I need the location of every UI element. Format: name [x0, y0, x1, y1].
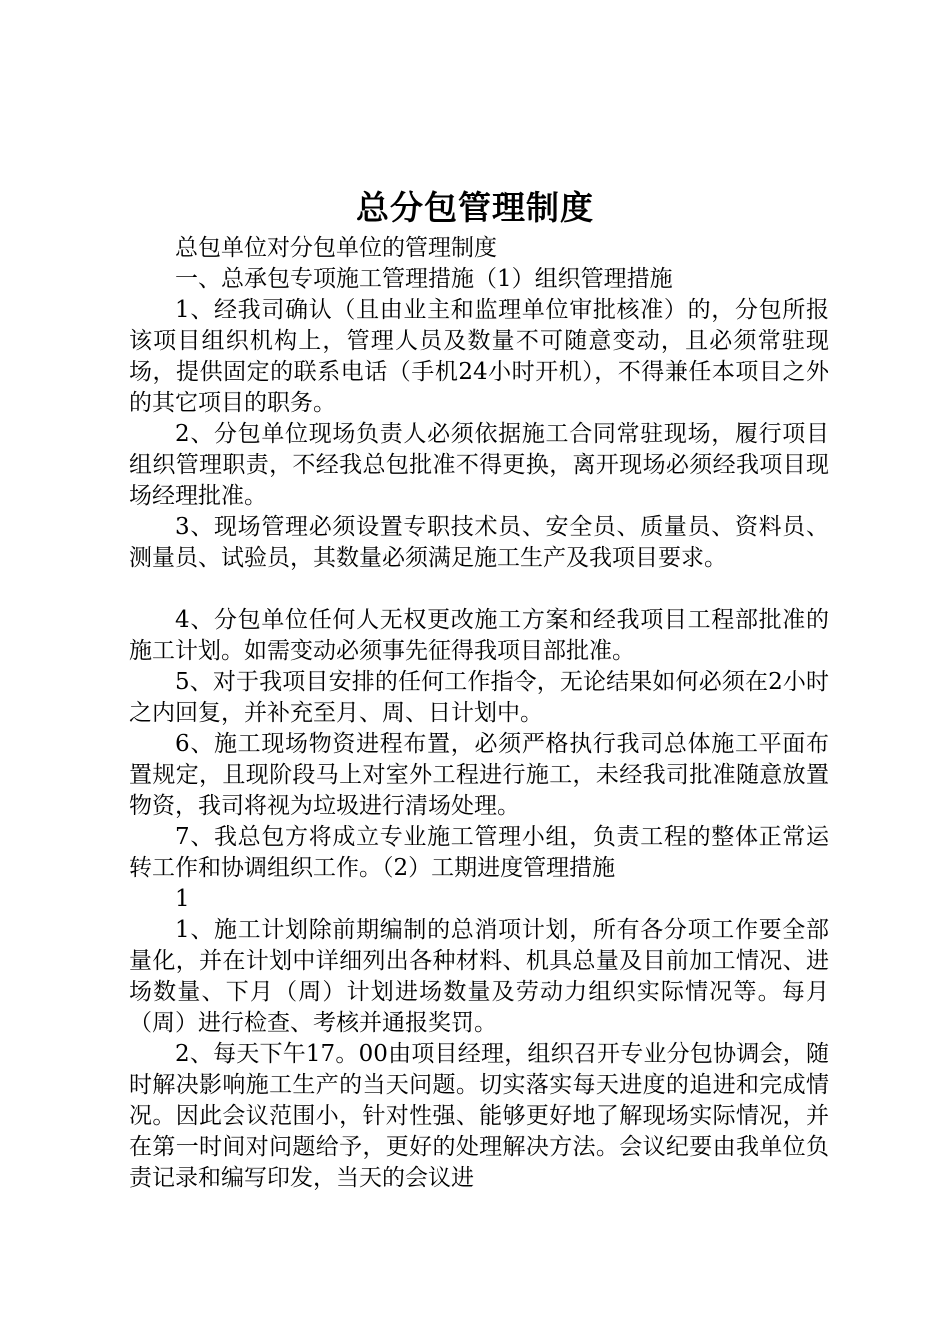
paragraph-item-1: 1、经我司确认（且由业主和监理单位审批核准）的，分包所报该项目组织机构上，管理人员及数量不可随意变动，且必须常驻现场，提供固定的联系电话（手机24小时开机），不得兼任本项目之外的其它项目的职务。: [129, 297, 829, 416]
document-body: [129, 233, 829, 1194]
paragraph-schedule-item-1: 1、施工计划除前期编制的总消项计划，所有各分项工作要全部量化，并在计划中详细列出各种材料、机具总量及目前加工情况、进场数量、下月（周）计划进场数量及劳动力组织实际情况等。每月（周）进行检查、考核并通报奖罚。: [129, 917, 829, 1036]
paragraph-item-2: 2、分包单位现场负责人必须依据施工合同常驻现场，履行项目组织管理职责，不经我总包批准不得更换，离开现场必须经我项目现场经理批准。: [129, 421, 829, 509]
paragraph-item-7: 7、我总包方将成立专业施工管理小组，负责工程的整体正常运转工作和协调组织工作。（2）工期进度管理措施: [129, 824, 829, 881]
paragraph-item-6: 6、施工现场物资进程布置，必须严格执行我司总体施工平面布置规定，且现阶段马上对室外工程进行施工，未经我司批准随意放置物资，我司将视为垃圾进行清场处理。: [129, 731, 829, 819]
paragraph-item-5: 5、对于我项目安排的任何工作指令，无论结果如何必须在2小时之内回复，并补充至月、周、日计划中。: [129, 669, 829, 726]
paragraph-page-number: 1: [175, 886, 190, 912]
paragraph-item-4: 4、分包单位任何人无权更改施工方案和经我项目工程部批准的施工计划。如需变动必须事先征得我项目部批准。: [129, 607, 829, 664]
paragraph-item-3: 3、现场管理必须设置专职技术员、安全员、质量员、资料员、测量员、试验员，其数量必须满足施工生产及我项目要求。: [129, 514, 829, 571]
document-title: 总分包管理制度: [356, 188, 594, 227]
paragraph-heading-general: 总包单位对分包单位的管理制度: [175, 235, 497, 261]
paragraph-schedule-item-2: 2、每天下午17。00由项目经理，组织召开专业分包协调会，随时解决影响施工生产的当天问题。切实落实每天进度的追进和完成情况。因此会议范围小，针对性强、能够更好地了解现场实际情况，并在第一时间对问题给予，更好的处理解决方法。会议纪要由我单位负责记录和编写印发，当天的会议进: [129, 1041, 829, 1191]
paragraph-section-one: 一、总承包专项施工管理措施（1）组织管理措施: [175, 266, 673, 292]
